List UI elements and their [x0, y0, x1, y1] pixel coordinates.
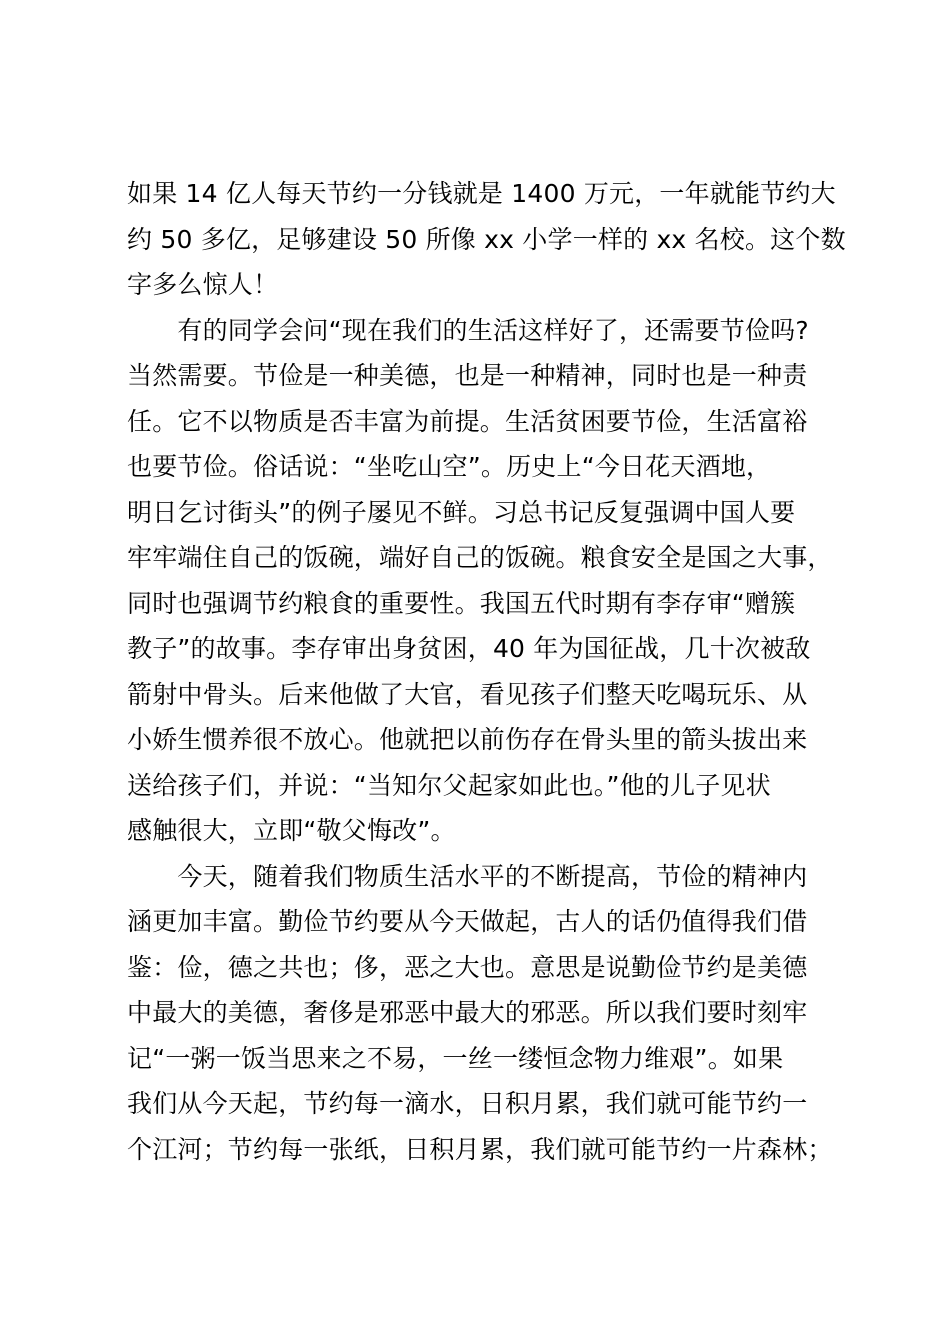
text-line: 送给孩子们，并说：“当知尔父起家如此也。”他的儿子见状 [127, 770, 771, 800]
text-line: 个江河；节约每一张纸，日积月累，我们就可能节约一片森林； [127, 1134, 833, 1164]
text-line: 字多么惊人！ [127, 270, 279, 299]
text-line: 箭射中骨头。后来他做了大官，看见孩子们整天吃喝玩乐、从 [127, 679, 808, 709]
text-line: 同时也强调节约粮食的重要性。我国五代时期有李存审“赠簇 [127, 588, 796, 618]
text-line: 小娇生惯养很不放心。他就把以前伤存在骨头里的箭头拔出来 [127, 725, 808, 754]
text-line: 感触很大，立即“敬父悔改”。 [127, 816, 456, 845]
text-line: 牢牢端住自己的饭碗，端好自己的饭碗。粮食安全是国之大事， [127, 543, 833, 572]
text-line: 教子”的故事。李存审出身贫困，40 年为国征战，几十次被敌 [127, 634, 811, 663]
text-line: 如果 14 亿人每天节约一分钱就是 1400 万元，一年就能节约大 [127, 179, 836, 208]
text-line: 任。它不以物质是否丰富为前提。生活贫困要节俭，生活富裕 [127, 406, 808, 436]
text-line: 我们从今天起，节约每一滴水，日积月累，我们就可能节约一 [127, 1089, 808, 1118]
text-line: 有的同学会问“现在我们的生活这样好了，还需要节俭吗? [127, 315, 809, 345]
text-line: 约 50 多亿，足够建设 50 所像 xx 小学一样的 xx 名校。这个数 [127, 224, 846, 254]
text-line: 今天，随着我们物质生活水平的不断提高，节俭的精神内 [127, 861, 808, 891]
text-line: 中最大的美德，奢侈是邪恶中最大的邪恶。所以我们要时刻牢 [127, 998, 808, 1027]
text-line: 鉴：俭，德之共也；侈，恶之大也。意思是说勤俭节约是美德 [127, 952, 808, 982]
body-text [127, 171, 847, 1172]
text-line: 当然需要。节俭是一种美德，也是一种精神，同时也是一种责 [127, 361, 808, 390]
text-line: 记“一粥一饭当思来之不易，一丝一缕恒念物力维艰”。如果 [127, 1043, 784, 1073]
text-line: 也要节俭。俗话说：“坐吃山空”。历史上“今日花天酒地， [127, 452, 772, 481]
text-line: 明日乞讨街头”的例子屡见不鲜。习总书记反复强调中国人要 [127, 497, 796, 527]
text-line: 涵更加丰富。勤俭节约要从今天做起，古人的话仍值得我们借 [127, 907, 808, 936]
